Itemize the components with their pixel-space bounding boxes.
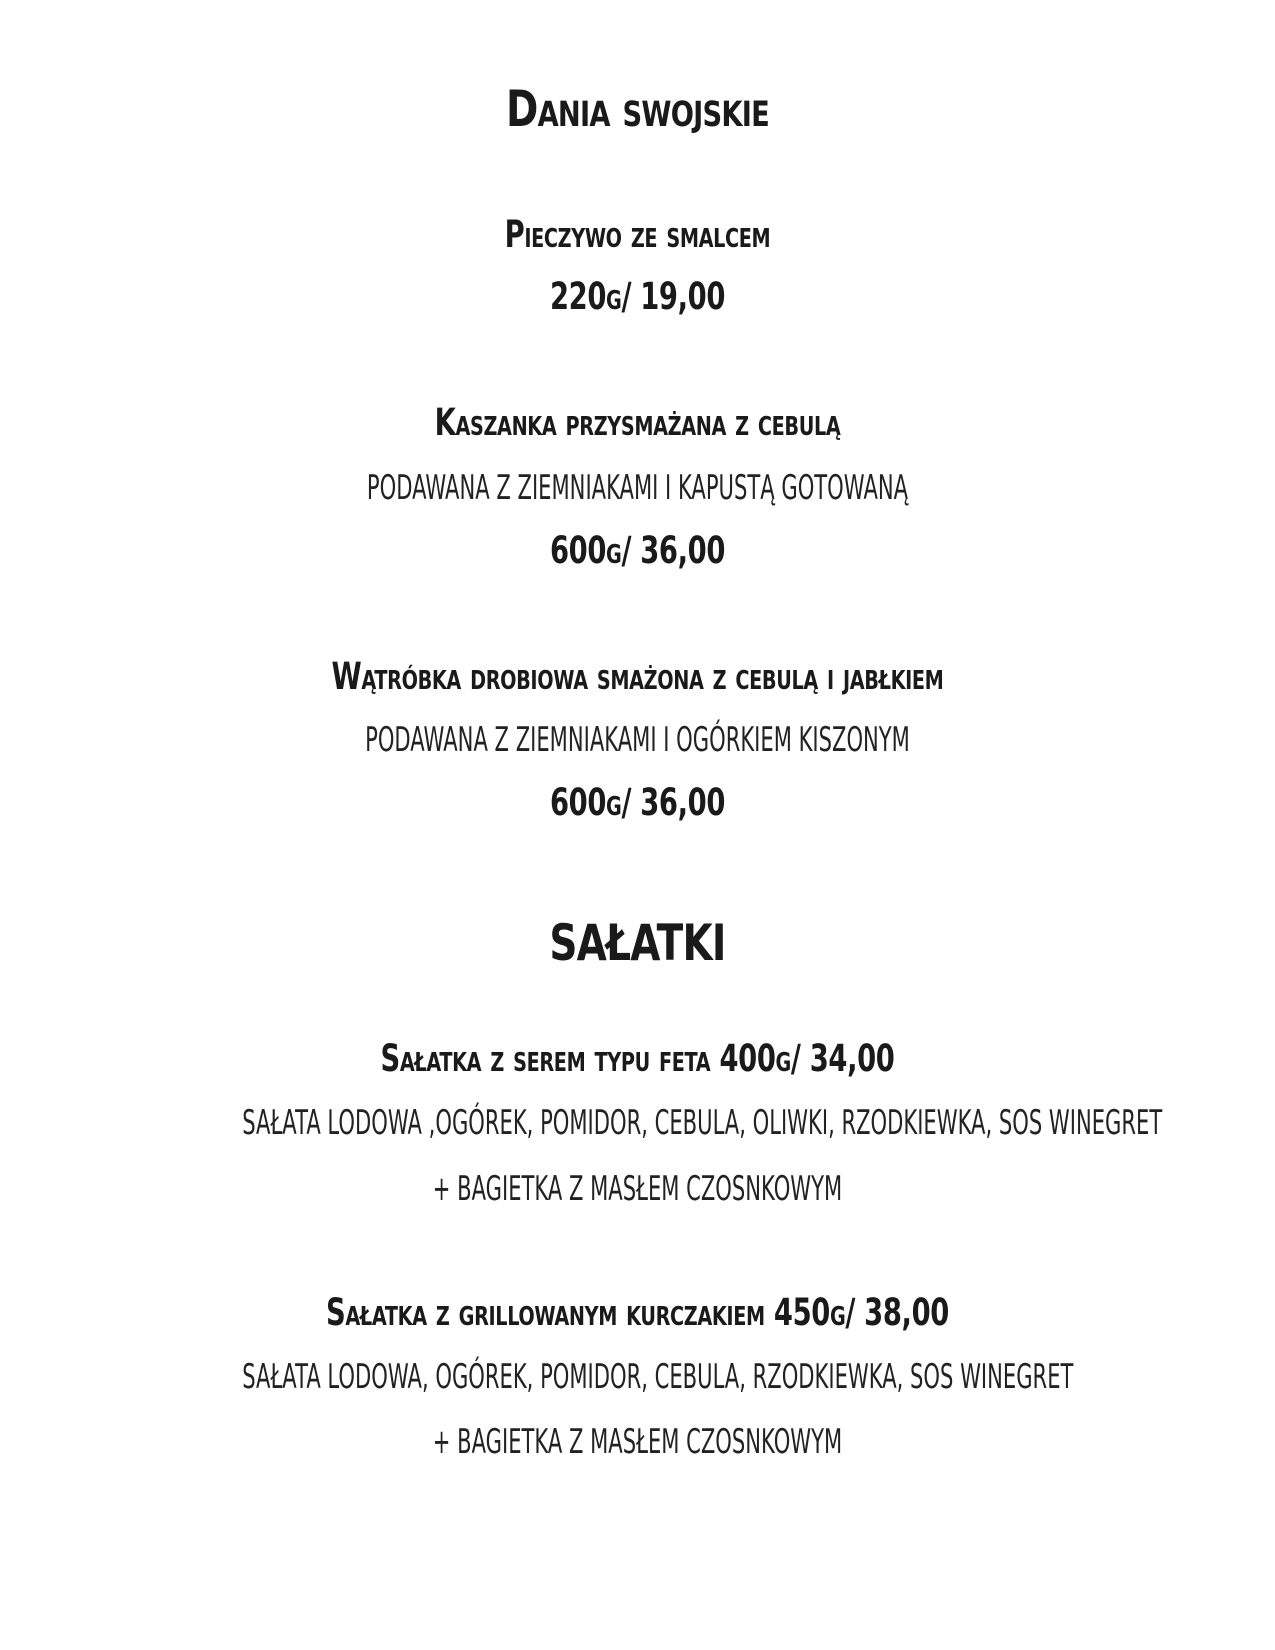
dish-name-kaszanka: Kaszanka przysmażana z cebulą xyxy=(434,401,841,444)
dish-name-pieczywo: Pieczywo ze smalcem xyxy=(504,213,771,256)
dish-name-salatka-feta: Sałatka z serem typu feta 400g/ 34,00 xyxy=(380,1037,895,1080)
dish-name-salatka-kurczak: Sałatka z grillowanym kurczakiem 450g/ 38,00 xyxy=(326,1291,949,1334)
dish-name-watrobka: Wątróbka drobiowa smażona z cebulą i jabłkiem xyxy=(331,655,944,698)
dish-description-salatka-feta: SAŁATA LODOWA ,OGÓREK, POMIDOR, CEBULA, OLIWKI, RZODKIEWKA, SOS WINEGRET xyxy=(242,1103,1163,1143)
dish-extra-salatka-kurczak: + BAGIETKA Z MASŁEM CZOSNKOWYM xyxy=(432,1422,843,1462)
dish-description-salatka-kurczak: SAŁATA LODOWA, OGÓREK, POMIDOR, CEBULA, RZODKIEWKA, SOS WINEGRET xyxy=(242,1357,1074,1397)
dish-price-pieczywo: 220g/ 19,00 xyxy=(549,275,726,318)
dish-price-kaszanka: 600g/ 36,00 xyxy=(549,529,726,572)
dish-extra-salatka-feta: + BAGIETKA Z MASŁEM CZOSNKOWYM xyxy=(432,1169,843,1209)
dish-description-watrobka: PODAWANA Z ZIEMNIAKAMI I OGÓRKIEM KISZONYM xyxy=(365,720,910,760)
section-title-salatki: SAŁATKI xyxy=(549,914,726,972)
dish-price-watrobka: 600g/ 36,00 xyxy=(549,781,726,824)
dish-description-kaszanka: PODAWANA Z ZIEMNIAKAMI I KAPUSTĄ GOTOWANĄ xyxy=(366,468,909,508)
section-title-dania-swojskie: Dania swojskie xyxy=(505,80,770,138)
